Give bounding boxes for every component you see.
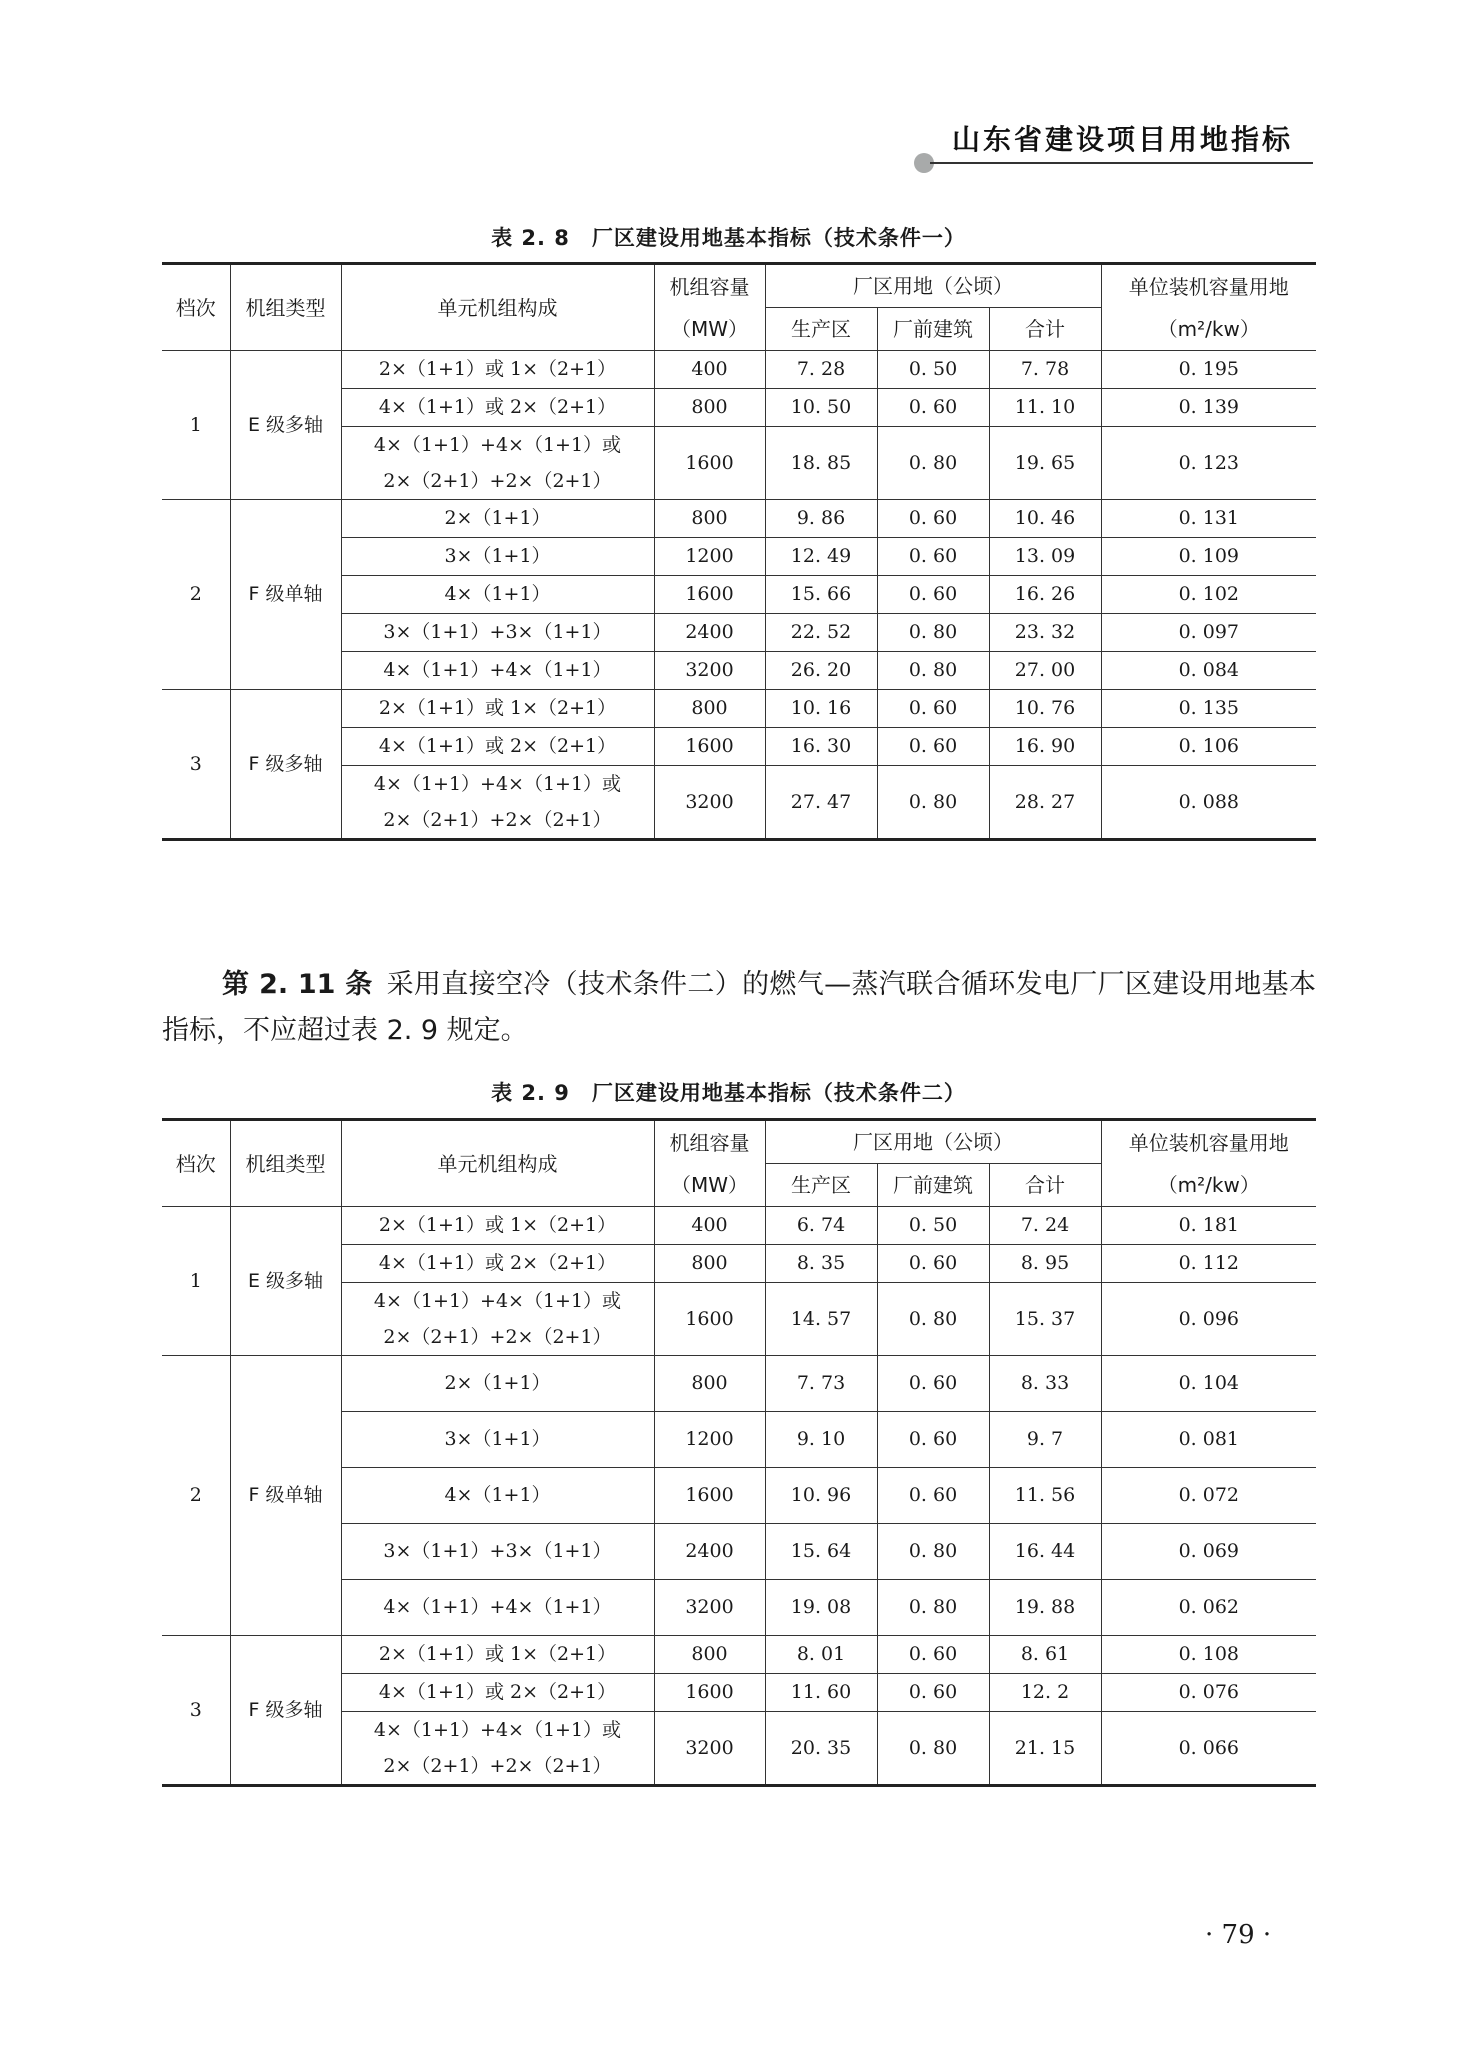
- table-row: [162, 1356, 1316, 1412]
- grade-cell: 2: [162, 500, 230, 690]
- unit-index-cell: 0. 135: [1101, 690, 1316, 728]
- composition-cell: [341, 1524, 654, 1580]
- unit-index-cell: 0. 062: [1101, 1580, 1316, 1636]
- unit-index-cell: 0. 106: [1101, 728, 1316, 766]
- unit-index-cell: 0. 195: [1101, 351, 1316, 389]
- clause-text: 采用直接空冷（技术条件二）的燃气—蒸汽联合循环发电厂厂区建设用地基本指标，不应超过表 2. 9 规定。: [162, 969, 1316, 1046]
- composition-line: 2×（1+1）: [444, 1372, 551, 1394]
- capacity-cell: 1600: [654, 1468, 765, 1524]
- composition-cell: [341, 1712, 654, 1786]
- table-row: [162, 690, 1316, 728]
- table1: [162, 262, 1316, 841]
- front-cell: 0. 80: [877, 1580, 989, 1636]
- composition-line: 2×（2+1）+2×（2+1）: [383, 470, 612, 492]
- col-header-grade: 档次: [162, 264, 230, 351]
- unit-index-cell: 0. 109: [1101, 538, 1316, 576]
- col-header-unit-type: 机组类型: [230, 264, 341, 351]
- unit-type-cell: E 级多轴: [230, 351, 341, 500]
- front-cell: 0. 60: [877, 389, 989, 427]
- front-cell: 0. 50: [877, 351, 989, 389]
- production-cell: 22. 52: [765, 614, 877, 652]
- total-cell: 13. 09: [989, 538, 1101, 576]
- col-header-land: 厂区用地（公顷）: [765, 264, 1101, 308]
- composition-cell: [341, 1245, 654, 1283]
- col-header-unit-index-unit: （m²/kw）: [1157, 1172, 1260, 1197]
- composition-cell: [341, 652, 654, 690]
- capacity-cell: 1200: [654, 538, 765, 576]
- capacity-cell: 1600: [654, 1674, 765, 1712]
- col-header-capacity-label: 机组容量: [669, 274, 750, 299]
- total-cell: 16. 26: [989, 576, 1101, 614]
- total-cell: 19. 88: [989, 1580, 1101, 1636]
- composition-line: 4×（1+1）+4×（1+1）或: [373, 434, 622, 456]
- capacity-cell: 3200: [654, 652, 765, 690]
- capacity-cell: 400: [654, 351, 765, 389]
- composition-cell: [341, 1356, 654, 1412]
- unit-type-cell: F 级单轴: [230, 500, 341, 690]
- total-cell: 16. 90: [989, 728, 1101, 766]
- col-header-capacity: [654, 264, 765, 351]
- table2-caption: 表 2. 9 厂区建设用地基本指标（技术条件二）: [491, 1081, 966, 1105]
- front-cell: 0. 50: [877, 1207, 989, 1245]
- capacity-cell: 400: [654, 1207, 765, 1245]
- grade-cell: 2: [162, 1356, 230, 1636]
- total-cell: 19. 65: [989, 427, 1101, 500]
- total-cell: 7. 78: [989, 351, 1101, 389]
- composition-cell: [341, 728, 654, 766]
- capacity-cell: 1600: [654, 576, 765, 614]
- composition-cell: [341, 690, 654, 728]
- grade-cell: 1: [162, 1207, 230, 1356]
- unit-type-cell: F 级多轴: [230, 690, 341, 840]
- front-cell: 0. 60: [877, 500, 989, 538]
- composition-line: 4×（1+1）或 2×（2+1）: [378, 396, 617, 418]
- front-cell: 0. 60: [877, 728, 989, 766]
- capacity-cell: 1200: [654, 1412, 765, 1468]
- total-cell: 10. 46: [989, 500, 1101, 538]
- composition-cell: [341, 389, 654, 427]
- table-row: [162, 500, 1316, 538]
- composition-line: 4×（1+1）+4×（1+1）或: [373, 773, 622, 795]
- production-cell: 10. 50: [765, 389, 877, 427]
- production-cell: 8. 01: [765, 1636, 877, 1674]
- composition-line: 2×（2+1）+2×（2+1）: [383, 809, 612, 831]
- composition-line: 2×（2+1）+2×（2+1）: [383, 1326, 612, 1348]
- page-number: · 79 ·: [1205, 1920, 1272, 1950]
- col-header-unit-index: [1101, 264, 1316, 351]
- total-cell: 23. 32: [989, 614, 1101, 652]
- production-cell: 8. 35: [765, 1245, 877, 1283]
- total-cell: 11. 10: [989, 389, 1101, 427]
- production-cell: 15. 64: [765, 1524, 877, 1580]
- composition-line: 2×（1+1）或 1×（2+1）: [378, 1214, 617, 1236]
- unit-index-cell: 0. 139: [1101, 389, 1316, 427]
- unit-type-cell: F 级多轴: [230, 1636, 341, 1786]
- production-cell: 12. 49: [765, 538, 877, 576]
- capacity-cell: 1600: [654, 728, 765, 766]
- composition-cell: [341, 1636, 654, 1674]
- front-cell: 0. 60: [877, 1412, 989, 1468]
- front-cell: 0. 80: [877, 1283, 989, 1356]
- col-header-unit-type: 机组类型: [230, 1120, 341, 1207]
- col-header-total: 合计: [989, 308, 1101, 351]
- production-cell: 14. 57: [765, 1283, 877, 1356]
- production-cell: 19. 08: [765, 1580, 877, 1636]
- grade-cell: 3: [162, 690, 230, 840]
- total-cell: 15. 37: [989, 1283, 1101, 1356]
- composition-line: 3×（1+1）: [444, 1428, 551, 1450]
- col-header-production: 生产区: [765, 1164, 877, 1207]
- header-row: [162, 264, 1316, 308]
- capacity-cell: 3200: [654, 1580, 765, 1636]
- production-cell: 6. 74: [765, 1207, 877, 1245]
- capacity-cell: 1600: [654, 427, 765, 500]
- total-cell: 27. 00: [989, 652, 1101, 690]
- composition-cell: [341, 1674, 654, 1712]
- col-header-composition: 单元机组构成: [341, 264, 654, 351]
- col-header-capacity-unit: （MW）: [670, 1172, 749, 1197]
- col-header-front: 厂前建筑: [877, 308, 989, 351]
- header-title: 山东省建设项目用地指标: [951, 123, 1293, 156]
- composition-line: 3×（1+1）: [444, 545, 551, 567]
- composition-line: 2×（2+1）+2×（2+1）: [383, 1755, 612, 1777]
- unit-index-cell: 0. 096: [1101, 1283, 1316, 1356]
- front-cell: 0. 60: [877, 1636, 989, 1674]
- composition-line: 2×（1+1）或 1×（2+1）: [378, 1643, 617, 1665]
- unit-index-cell: 0. 131: [1101, 500, 1316, 538]
- capacity-cell: 800: [654, 690, 765, 728]
- total-cell: 9. 7: [989, 1412, 1101, 1468]
- unit-index-cell: 0. 069: [1101, 1524, 1316, 1580]
- composition-line: 3×（1+1）+3×（1+1）: [383, 621, 612, 643]
- grade-cell: 3: [162, 1636, 230, 1786]
- capacity-cell: 3200: [654, 1712, 765, 1786]
- col-header-unit-index-label: 单位装机容量用地: [1128, 1130, 1289, 1155]
- capacity-cell: 800: [654, 500, 765, 538]
- front-cell: 0. 60: [877, 538, 989, 576]
- composition-line: 3×（1+1）+3×（1+1）: [383, 1540, 612, 1562]
- total-cell: 8. 33: [989, 1356, 1101, 1412]
- composition-cell: [341, 1412, 654, 1468]
- col-header-unit-index-label: 单位装机容量用地: [1128, 274, 1289, 299]
- composition-cell: [341, 614, 654, 652]
- col-header-capacity: [654, 1120, 765, 1207]
- unit-index-cell: 0. 123: [1101, 427, 1316, 500]
- composition-line: 2×（1+1）或 1×（2+1）: [378, 358, 617, 380]
- unit-index-cell: 0. 084: [1101, 652, 1316, 690]
- capacity-cell: 800: [654, 389, 765, 427]
- composition-cell: [341, 351, 654, 389]
- header-row: [162, 1120, 1316, 1164]
- grade-cell: 1: [162, 351, 230, 500]
- composition-cell: [341, 1283, 654, 1356]
- unit-index-cell: 0. 076: [1101, 1674, 1316, 1712]
- col-header-composition: 单元机组构成: [341, 1120, 654, 1207]
- unit-index-cell: 0. 097: [1101, 614, 1316, 652]
- production-cell: 7. 28: [765, 351, 877, 389]
- front-cell: 0. 60: [877, 690, 989, 728]
- composition-cell: [341, 427, 654, 500]
- composition-cell: [341, 1207, 654, 1245]
- total-cell: 21. 15: [989, 1712, 1101, 1786]
- col-header-total: 合计: [989, 1164, 1101, 1207]
- capacity-cell: 800: [654, 1245, 765, 1283]
- front-cell: 0. 60: [877, 1245, 989, 1283]
- front-cell: 0. 60: [877, 576, 989, 614]
- unit-index-cell: 0. 102: [1101, 576, 1316, 614]
- composition-line: 4×（1+1）: [444, 1484, 551, 1506]
- total-cell: 10. 76: [989, 690, 1101, 728]
- table2: [162, 1118, 1316, 1787]
- running-header: [908, 118, 1313, 166]
- composition-line: 2×（1+1）或 1×（2+1）: [378, 697, 617, 719]
- front-cell: 0. 80: [877, 1524, 989, 1580]
- composition-line: 4×（1+1）+4×（1+1）: [383, 659, 612, 681]
- unit-type-cell: F 级单轴: [230, 1356, 341, 1636]
- composition-cell: [341, 500, 654, 538]
- front-cell: 0. 80: [877, 1712, 989, 1786]
- unit-index-cell: 0. 066: [1101, 1712, 1316, 1786]
- front-cell: 0. 80: [877, 652, 989, 690]
- production-cell: 16. 30: [765, 728, 877, 766]
- col-header-land: 厂区用地（公顷）: [765, 1120, 1101, 1164]
- composition-line: 4×（1+1）或 2×（2+1）: [378, 735, 617, 757]
- total-cell: 8. 61: [989, 1636, 1101, 1674]
- production-cell: 18. 85: [765, 427, 877, 500]
- composition-cell: [341, 766, 654, 840]
- production-cell: 26. 20: [765, 652, 877, 690]
- header-rule: [930, 162, 1313, 164]
- col-header-production: 生产区: [765, 308, 877, 351]
- front-cell: 0. 80: [877, 766, 989, 840]
- production-cell: 10. 96: [765, 1468, 877, 1524]
- composition-line: 4×（1+1）或 2×（2+1）: [378, 1681, 617, 1703]
- clause-paragraph: [162, 962, 1316, 1054]
- composition-line: 4×（1+1）+4×（1+1）或: [373, 1290, 622, 1312]
- col-header-capacity-label: 机组容量: [669, 1130, 750, 1155]
- composition-line: 2×（1+1）: [444, 507, 551, 529]
- col-header-grade: 档次: [162, 1120, 230, 1207]
- composition-line: 4×（1+1）: [444, 583, 551, 605]
- front-cell: 0. 60: [877, 1468, 989, 1524]
- composition-line: 4×（1+1）+4×（1+1）或: [373, 1719, 622, 1741]
- capacity-cell: 800: [654, 1636, 765, 1674]
- production-cell: 7. 73: [765, 1356, 877, 1412]
- composition-cell: [341, 1468, 654, 1524]
- unit-index-cell: 0. 181: [1101, 1207, 1316, 1245]
- table-row: [162, 1207, 1316, 1245]
- unit-index-cell: 0. 088: [1101, 766, 1316, 840]
- front-cell: 0. 60: [877, 1674, 989, 1712]
- total-cell: 16. 44: [989, 1524, 1101, 1580]
- composition-line: 4×（1+1）或 2×（2+1）: [378, 1252, 617, 1274]
- total-cell: 12. 2: [989, 1674, 1101, 1712]
- unit-index-cell: 0. 081: [1101, 1412, 1316, 1468]
- total-cell: 28. 27: [989, 766, 1101, 840]
- production-cell: 9. 10: [765, 1412, 877, 1468]
- front-cell: 0. 60: [877, 1356, 989, 1412]
- unit-index-cell: 0. 112: [1101, 1245, 1316, 1283]
- table-row: [162, 1636, 1316, 1674]
- capacity-cell: 3200: [654, 766, 765, 840]
- total-cell: 8. 95: [989, 1245, 1101, 1283]
- production-cell: 11. 60: [765, 1674, 877, 1712]
- capacity-cell: 800: [654, 1356, 765, 1412]
- total-cell: 11. 56: [989, 1468, 1101, 1524]
- total-cell: 7. 24: [989, 1207, 1101, 1245]
- capacity-cell: 1600: [654, 1283, 765, 1356]
- unit-index-cell: 0. 104: [1101, 1356, 1316, 1412]
- capacity-cell: 2400: [654, 1524, 765, 1580]
- unit-index-cell: 0. 072: [1101, 1468, 1316, 1524]
- composition-cell: [341, 1580, 654, 1636]
- col-header-front: 厂前建筑: [877, 1164, 989, 1207]
- front-cell: 0. 80: [877, 614, 989, 652]
- composition-line: 4×（1+1）+4×（1+1）: [383, 1596, 612, 1618]
- production-cell: 27. 47: [765, 766, 877, 840]
- col-header-unit-index: [1101, 1120, 1316, 1207]
- production-cell: 9. 86: [765, 500, 877, 538]
- unit-type-cell: E 级多轴: [230, 1207, 341, 1356]
- production-cell: 15. 66: [765, 576, 877, 614]
- front-cell: 0. 80: [877, 427, 989, 500]
- col-header-unit-index-unit: （m²/kw）: [1157, 316, 1260, 341]
- clause-number: 第 2. 11 条: [222, 969, 373, 1000]
- table-row: [162, 351, 1316, 389]
- production-cell: 10. 16: [765, 690, 877, 728]
- capacity-cell: 2400: [654, 614, 765, 652]
- unit-index-cell: 0. 108: [1101, 1636, 1316, 1674]
- table1-caption: 表 2. 8 厂区建设用地基本指标（技术条件一）: [491, 226, 966, 250]
- col-header-capacity-unit: （MW）: [670, 316, 749, 341]
- composition-cell: [341, 538, 654, 576]
- composition-cell: [341, 576, 654, 614]
- production-cell: 20. 35: [765, 1712, 877, 1786]
